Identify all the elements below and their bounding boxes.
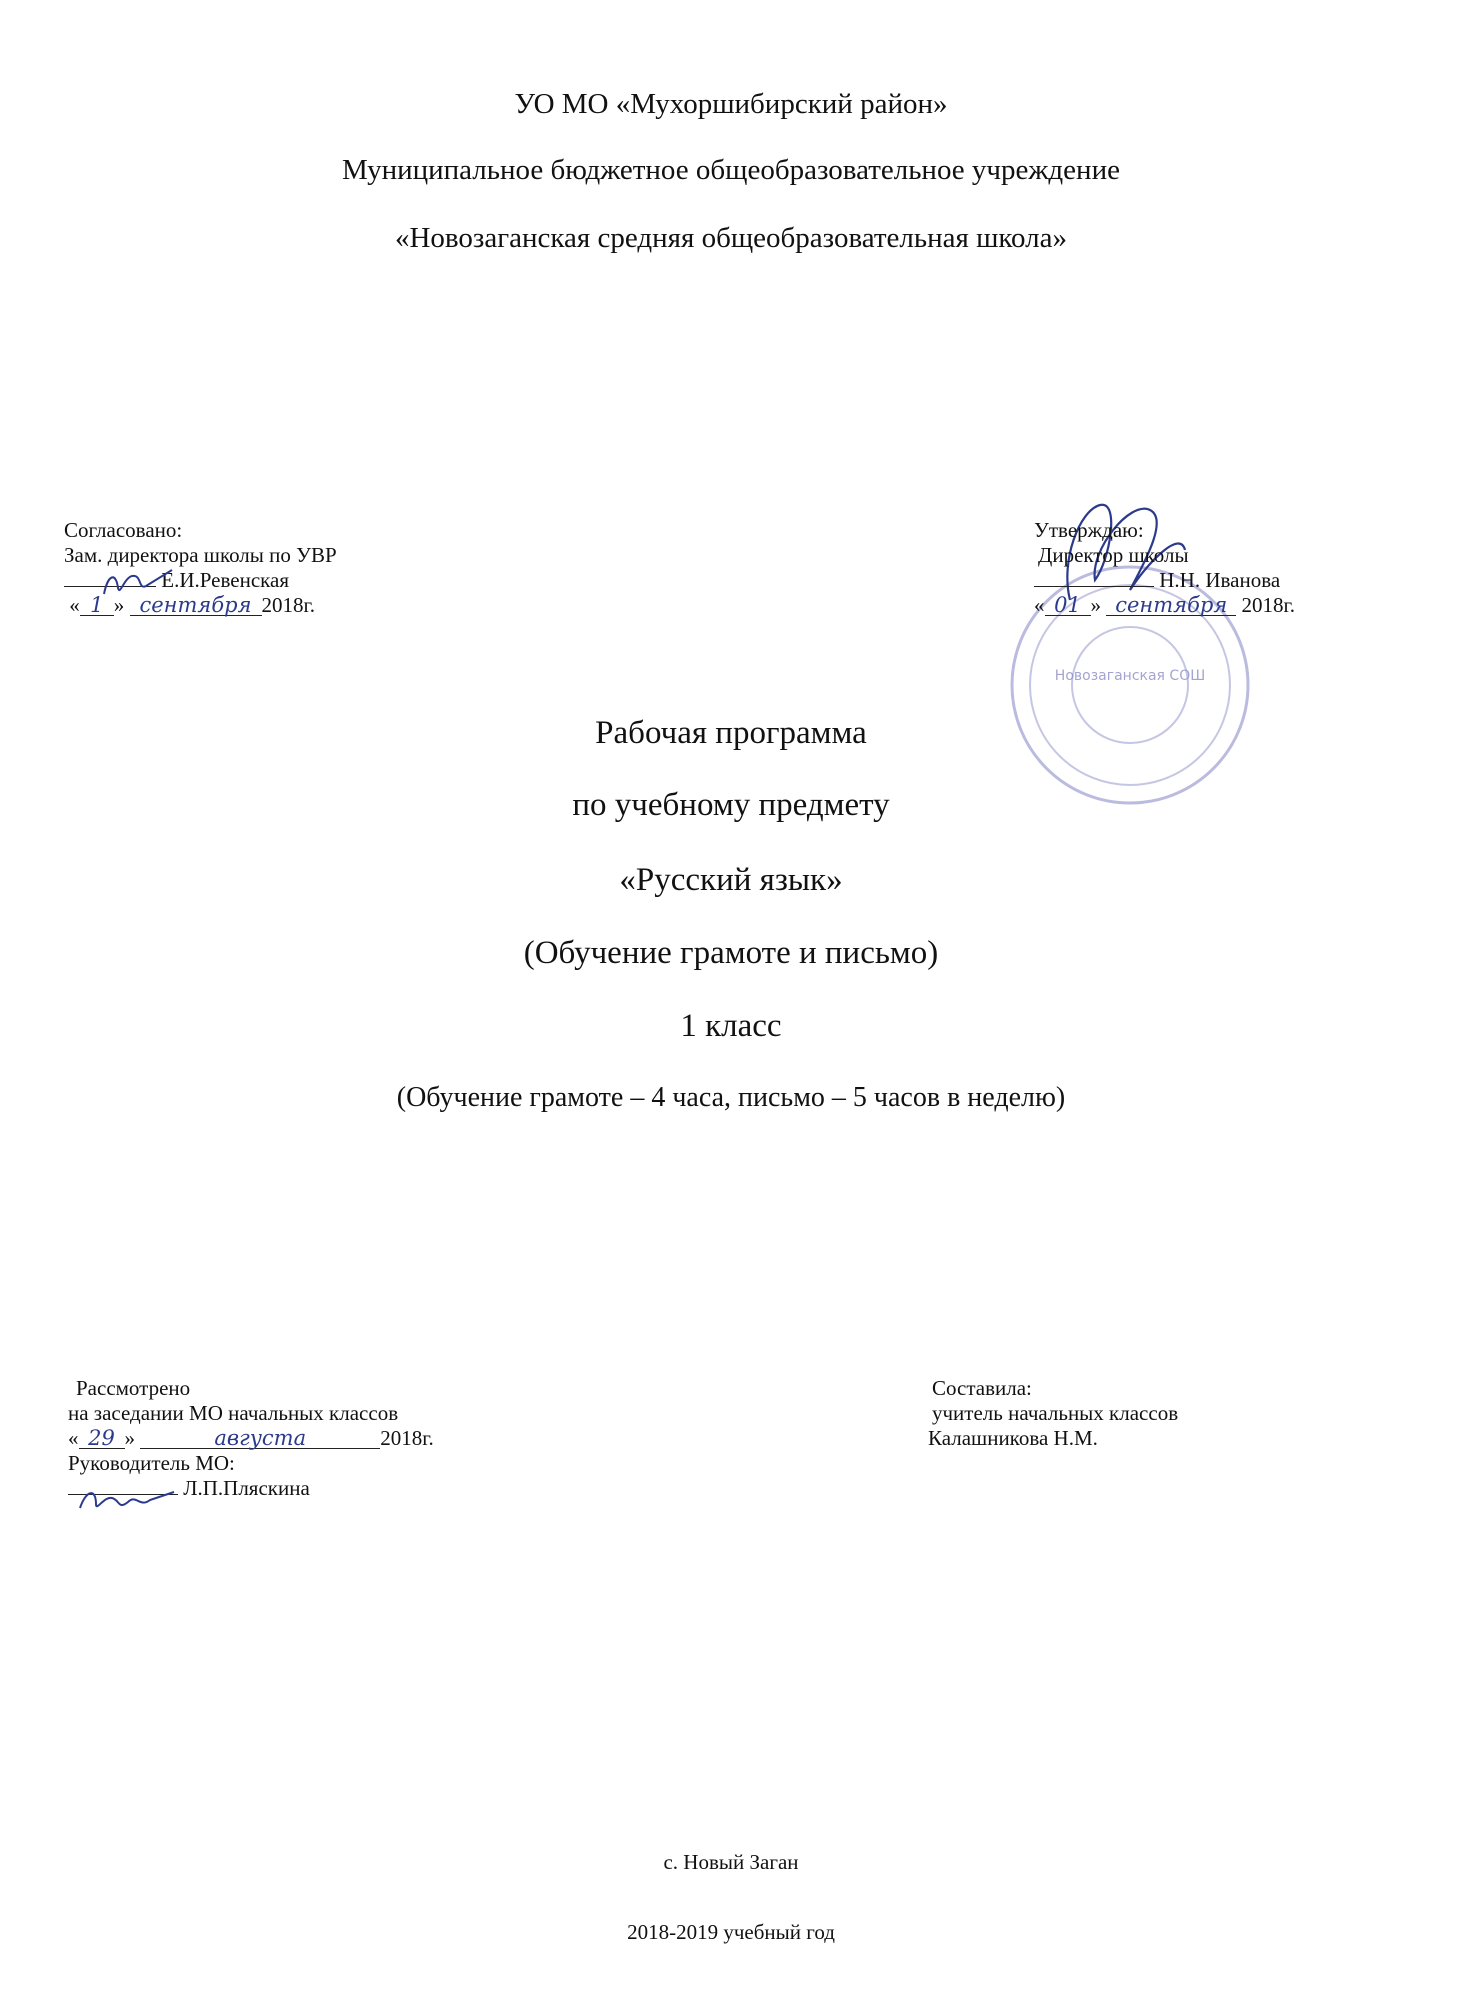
approved-day: 01: [1045, 595, 1091, 616]
footer-place: с. Новый Заган: [663, 1850, 799, 1874]
approved-month: сентября: [1106, 595, 1236, 616]
reviewed-head-line: [68, 1476, 434, 1501]
stamp-text: Новозаганская СОШ: [1054, 668, 1206, 684]
compiled-block: [928, 1376, 1178, 1451]
signature-blank: [68, 1494, 178, 1495]
approved-title: Утверждаю:: [1034, 518, 1144, 542]
agreed-day: 1: [80, 595, 114, 616]
approved-position: Директор школы: [1038, 543, 1189, 567]
reviewed-year: 2018г.: [380, 1426, 434, 1450]
agreed-block: [64, 518, 337, 618]
agreed-month: сентября: [130, 595, 262, 616]
reviewed-month: августа: [140, 1428, 380, 1449]
institution-type: Муниципальное бюджетное общеобразовательное учреждение: [342, 154, 1120, 186]
agreed-title: Согласовано:: [64, 518, 183, 542]
approved-date-line: « 01 » сентября 2018г.: [1034, 593, 1295, 617]
reviewed-place: на заседании МО начальных классов: [68, 1401, 399, 1425]
organization-name: УО МО «Мухоршибирский район»: [514, 88, 948, 120]
agreed-signature-line: [64, 568, 337, 593]
approved-signature-line: [1034, 568, 1295, 593]
program-title: Рабочая программа: [595, 715, 867, 751]
compiled-title: Составила:: [932, 1376, 1032, 1400]
reviewed-block: [68, 1376, 434, 1501]
signature-blank: [1034, 586, 1154, 587]
footer-year: 2018-2019 учебный год: [627, 1920, 835, 1944]
reviewed-day: 29: [79, 1428, 125, 1449]
compiled-position: учитель начальных классов: [932, 1401, 1179, 1425]
program-subject-label: по учебному предмету: [572, 787, 890, 823]
program-grade: 1 класс: [680, 1008, 782, 1044]
approved-year: 2018г.: [1241, 593, 1295, 617]
agreed-date-line: « 1 » сентября 2018г.: [64, 593, 315, 617]
agreed-name: Е.И.Ревенская: [161, 568, 290, 592]
agreed-position: Зам. директора школы по УВР: [64, 543, 337, 567]
reviewed-head-label: Руководитель МО:: [68, 1451, 235, 1475]
approved-block: [1034, 518, 1295, 618]
reviewed-date-line: « 29 » августа 2018г.: [68, 1426, 434, 1450]
approved-name: Н.Н. Иванова: [1159, 568, 1281, 592]
reviewed-head-name: Л.П.Пляскина: [183, 1476, 310, 1500]
signature-blank: [64, 586, 156, 587]
program-section: (Обучение грамоте и письмо): [523, 935, 939, 971]
program-hours: (Обучение грамоте – 4 часа, письмо – 5 часов в неделю): [396, 1082, 1066, 1113]
school-name: «Новозаганская средняя общеобразовательная школа»: [394, 222, 1068, 254]
compiled-name: Калашникова Н.М.: [928, 1426, 1098, 1450]
reviewed-title: Рассмотрено: [76, 1376, 191, 1400]
agreed-year: 2018г.: [261, 593, 315, 617]
program-subject: «Русский язык»: [619, 862, 843, 898]
